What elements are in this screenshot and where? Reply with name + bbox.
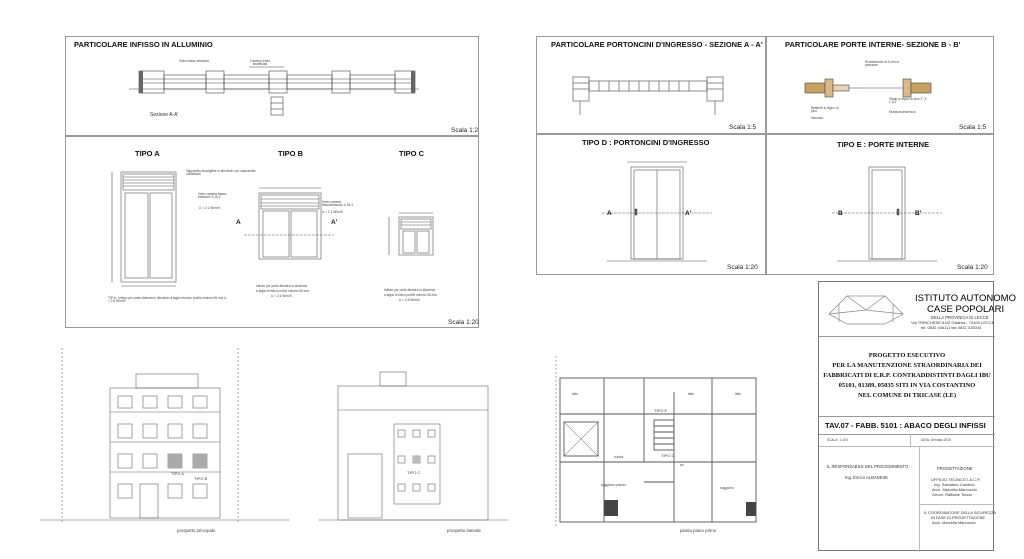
room-bagno: wc [680, 463, 684, 467]
panel-infisso-alluminio [65, 36, 479, 136]
caption-pianta: pianta piano primo [680, 528, 717, 533]
org-line-1: ISTITUTO AUTONOMO [915, 293, 1016, 304]
divider [910, 434, 911, 446]
label-muratura: Muratura tramezzo [889, 110, 916, 114]
c-caption-1: Infisso per porte-finestra in alluminio [384, 288, 436, 292]
b-caption-3: U = 2,6 W/m²K [271, 294, 292, 298]
project-line-1: PROGETTO ESECUTIVO [868, 352, 946, 359]
org-line-3: DELLA PROVINCIA DI LECCE [931, 315, 989, 320]
room-letto-2: letto [688, 392, 695, 396]
portoncini-section-drawing [565, 63, 745, 123]
panel-portoncini-sezione [536, 36, 766, 134]
tav-label: TAV.07 - FABB. 5101 : ABACO DEGLI INFISSI [825, 421, 986, 430]
room-soggiorno-pranzo: soggiorno-pranzo [601, 483, 626, 487]
panel-title: PARTICOLARE PORTE INTERNE- SEZIONE B - B' [785, 40, 961, 49]
tipo-d-drawing [597, 157, 717, 265]
org-line-2: CASE POPOLARI [927, 304, 1005, 315]
panel-porte-sezione [766, 36, 994, 134]
tipo-e-drawing [827, 159, 947, 265]
a-tapparella: Tapparella avvolgibile in alluminio con cassonetto coibentato [186, 169, 256, 177]
mark-a-b: A [236, 219, 241, 226]
caption-prospetto-laterale: prospetto laterale [447, 528, 481, 533]
scale-label: Scala 1:5 [959, 124, 987, 131]
project-line-3: FABBRICATI DI E.R.P. CONTRADDISTINTI DAGLI IBU [823, 372, 991, 379]
c-caption-2: a taglio termico profilo minimo 65 mm [384, 293, 437, 297]
scale-label: Scala 1:20 [727, 264, 758, 271]
mark-a: A [607, 210, 612, 217]
panel-title: TIPO E : PORTE INTERNE [837, 140, 930, 149]
b-vetro: Vetro camera bassoemissivo 4-15-4 [322, 200, 354, 208]
scale-label: Scala 1:5 [729, 124, 757, 131]
elev-tipo-c: TIPO C [407, 470, 421, 475]
scale-label: Scala 1:2 [451, 127, 479, 134]
data-label: DATA: Gennaio 2015 [921, 438, 951, 442]
elev-tipo-b: TIPO B [194, 476, 208, 481]
coordinatore-2: IN FASE DI PROGETTAZIONE [931, 515, 985, 520]
pianta-tipo-e: TIPO E [654, 408, 668, 413]
divider [819, 446, 995, 447]
caption-prospetto-principale: prospetto principale [177, 528, 216, 533]
panel-title: PARTICOLARE INFISSO IN ALLUMINIO [74, 40, 213, 49]
alluminio-section-drawing [124, 59, 424, 129]
mark-a-prime-b: A' [331, 219, 338, 226]
c-caption-3: U = 2,6 W/m²K [399, 298, 420, 302]
label-vetro: Vetro basso emissivo [179, 59, 210, 63]
responsabile-label: IL RESPONSABILE DEL PROCEDIMENTO [827, 464, 909, 469]
label-battente: Battente in legno di pino [811, 106, 839, 114]
tipo-c-title: TIPO C [399, 149, 425, 158]
panel-tipo-e [766, 134, 994, 275]
panel-title: TIPO D : PORTONCINI D'INGRESSO [582, 138, 710, 147]
progettista-1: Ing. Salvatore Candido [934, 482, 975, 487]
label-camera: Camera d'aria stratificata [250, 59, 270, 67]
b-caption-1: Infisso per porte-finestra in alluminio [256, 284, 308, 288]
org-address: Via TRINCHESE 61/D Galleria - 73100 LECCE [911, 320, 995, 325]
responsabile-name: Ing. Enrico ALBANESE [845, 475, 889, 480]
scale-label: Scala 1:20 [957, 264, 988, 271]
tipo-a-title: TIPO A [135, 149, 160, 158]
panel-tipo-d [536, 134, 766, 275]
mark-b: B [838, 210, 843, 217]
panel-title: PARTICOLARE PORTONCINI D'INGRESSO - SEZIONE A - A' [551, 40, 763, 49]
a-u: U = 2,1 W/m²K [199, 206, 220, 210]
tipo-a-drawing [106, 167, 196, 292]
room-soggiorno: soggiorno [720, 486, 734, 490]
mark-a-prime: A' [685, 210, 692, 217]
divider [819, 434, 995, 435]
a-vetro: Vetro camera basso emissivo 4-15-4 [198, 192, 227, 200]
project-line-5: NEL COMUNE DI TRICASE (LE) [857, 392, 957, 399]
scale-label: Scala 1:20 [448, 319, 479, 326]
title-block [818, 281, 1016, 551]
scala-label: SCALA : 1:100 [827, 438, 848, 442]
mark-b-prime: B' [915, 210, 922, 217]
divider [819, 336, 995, 337]
divider [919, 504, 995, 505]
ufficio-label: UFFICIO TECNICO I.A.C.P. [931, 477, 981, 482]
a-caption: TIP A : Infisso per porte-finestra in alluminio a taglio termico profilo minimo 65 mm U = 2,6 W/m²K [108, 296, 227, 304]
coordinatore-3: Arch. Marcella Marcuccio [932, 520, 976, 525]
org-phone: tel. 0832 446111 fax 0832 315034 [921, 325, 982, 330]
room-letto-3: letto [735, 392, 742, 396]
room-letto-1: letto [572, 392, 579, 396]
elev-tipo-a: TIPO A [171, 471, 184, 476]
prospetto-principale-drawing [40, 344, 290, 526]
tipo-b-title: TIPO B [278, 149, 304, 158]
room-cucina: cucina [614, 455, 624, 459]
project-line-4: 05101, 01389, 05035 SITI IN VIA COSTANTINO [838, 382, 976, 389]
tipo-b-drawing [234, 185, 344, 265]
pianta-tipo-d: TIPO D [661, 453, 675, 458]
label-telaio: Telaio in legno di pino 2" X 1 1/2" [889, 97, 927, 105]
label-intonaco: Intonaco [811, 116, 824, 120]
divider [919, 446, 920, 552]
b-u: U = 2,1 W/m²K [322, 210, 343, 214]
panel-tipi-abc [65, 136, 479, 328]
section-label: Sezione A-A' [150, 112, 179, 118]
progettazione-label: PROGETTAZIONE [937, 466, 973, 471]
logo-icon [825, 288, 907, 328]
divider [819, 416, 995, 417]
progettista-2: Arch. Marcella Marcuccio [932, 487, 977, 492]
b-caption-2: a taglio termico profilo minimo 65 mm [256, 289, 309, 293]
label-rivestimento: Rivestimento di 6 mm di spessore [865, 60, 900, 68]
coordinatore-1: IL COORDINATORE DELLA SICUREZZA [924, 510, 996, 515]
tipo-c-drawing [381, 209, 451, 269]
project-line-2: PER LA MANUTENZIONE STRAORDINARIA DEI [832, 362, 982, 369]
pianta-drawing [546, 352, 774, 534]
prospetto-laterale-drawing [318, 364, 508, 526]
progettista-3: Geom. Raffaele Tondo [932, 492, 972, 497]
